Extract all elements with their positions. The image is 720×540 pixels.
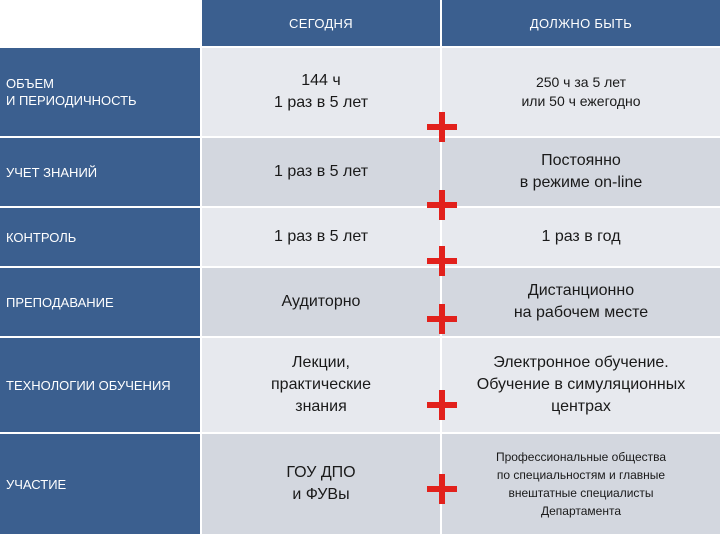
plus-icon (427, 190, 457, 220)
cell-text: или 50 ч ежегодно (521, 93, 641, 109)
cell-text: 1 раз в 5 лет (273, 94, 369, 111)
plus-icon (427, 474, 457, 504)
cell-text: Электронное обучение. (493, 354, 669, 371)
cell-text: 250 ч за 5 лет (535, 74, 627, 90)
plus-icon (427, 112, 457, 142)
cell-text: Профессиональные общества (495, 450, 667, 464)
cell-should-teaching (442, 268, 720, 336)
row-label-text: И ПЕРИОДИЧНОСТЬ (6, 93, 137, 108)
cell-should-knowledge (442, 138, 720, 206)
cell-today-knowledge (202, 138, 440, 206)
row-label-text: УЧАСТИЕ (6, 476, 67, 492)
cell-text: Дистанционно (527, 282, 635, 299)
row-label-participation (0, 434, 200, 534)
cell-text: 1 раз в год (541, 228, 621, 245)
row-label-knowledge (0, 138, 200, 206)
cell-text: Постоянно (541, 152, 621, 169)
row-label-text: УЧЕТ ЗНАНИЙ (6, 164, 98, 180)
cell-text: практические (271, 376, 371, 393)
row-label-text: КОНТРОЛЬ (6, 229, 77, 245)
cell-text: Лекции, (292, 354, 350, 371)
cell-text: Аудиторно (281, 293, 361, 310)
cell-text: на рабочем месте (513, 304, 649, 321)
row-label-control (0, 208, 200, 266)
cell-should-participation (442, 434, 720, 534)
cell-text: ГОУ ДПО (286, 464, 356, 481)
cell-today-participation (202, 434, 440, 534)
cell-text: центрах (551, 398, 611, 415)
row-label-text: ПРЕПОДАВАНИЕ (6, 294, 114, 310)
cell-text: 1 раз в 5 лет (273, 163, 369, 180)
plus-icon (427, 246, 457, 276)
plus-icon (427, 390, 457, 420)
cell-text: 144 ч (301, 72, 341, 89)
row-label-volume (0, 48, 200, 136)
plus-icon (427, 304, 457, 334)
header-today: СЕГОДНЯ (202, 0, 440, 46)
cell-text: Департамента (540, 504, 621, 518)
header-blank-cell (0, 0, 200, 46)
row-label-text: ТЕХНОЛОГИИ ОБУЧЕНИЯ (6, 377, 171, 393)
cell-today-control (202, 208, 440, 266)
cell-today-technologies (202, 338, 440, 432)
cell-text: в режиме on-line (519, 174, 643, 191)
row-label-text: ОБЪЕМ (6, 76, 55, 91)
cell-text: Обучение в симуляционных (476, 376, 686, 393)
cell-should-control (442, 208, 720, 266)
cell-text: знания (295, 398, 347, 415)
cell-today-volume (202, 48, 440, 136)
cell-should-technologies (442, 338, 720, 432)
cell-text: и ФУВы (292, 486, 350, 503)
cell-text: внештатные специалисты (508, 486, 654, 500)
cell-should-volume (442, 48, 720, 136)
cell-text: по специальностям и главные (496, 468, 666, 482)
cell-text: 1 раз в 5 лет (273, 228, 369, 245)
header-should-be: ДОЛЖНО БЫТЬ (442, 0, 720, 46)
row-label-teaching (0, 268, 200, 336)
row-label-technologies (0, 338, 200, 432)
cell-today-teaching (202, 268, 440, 336)
